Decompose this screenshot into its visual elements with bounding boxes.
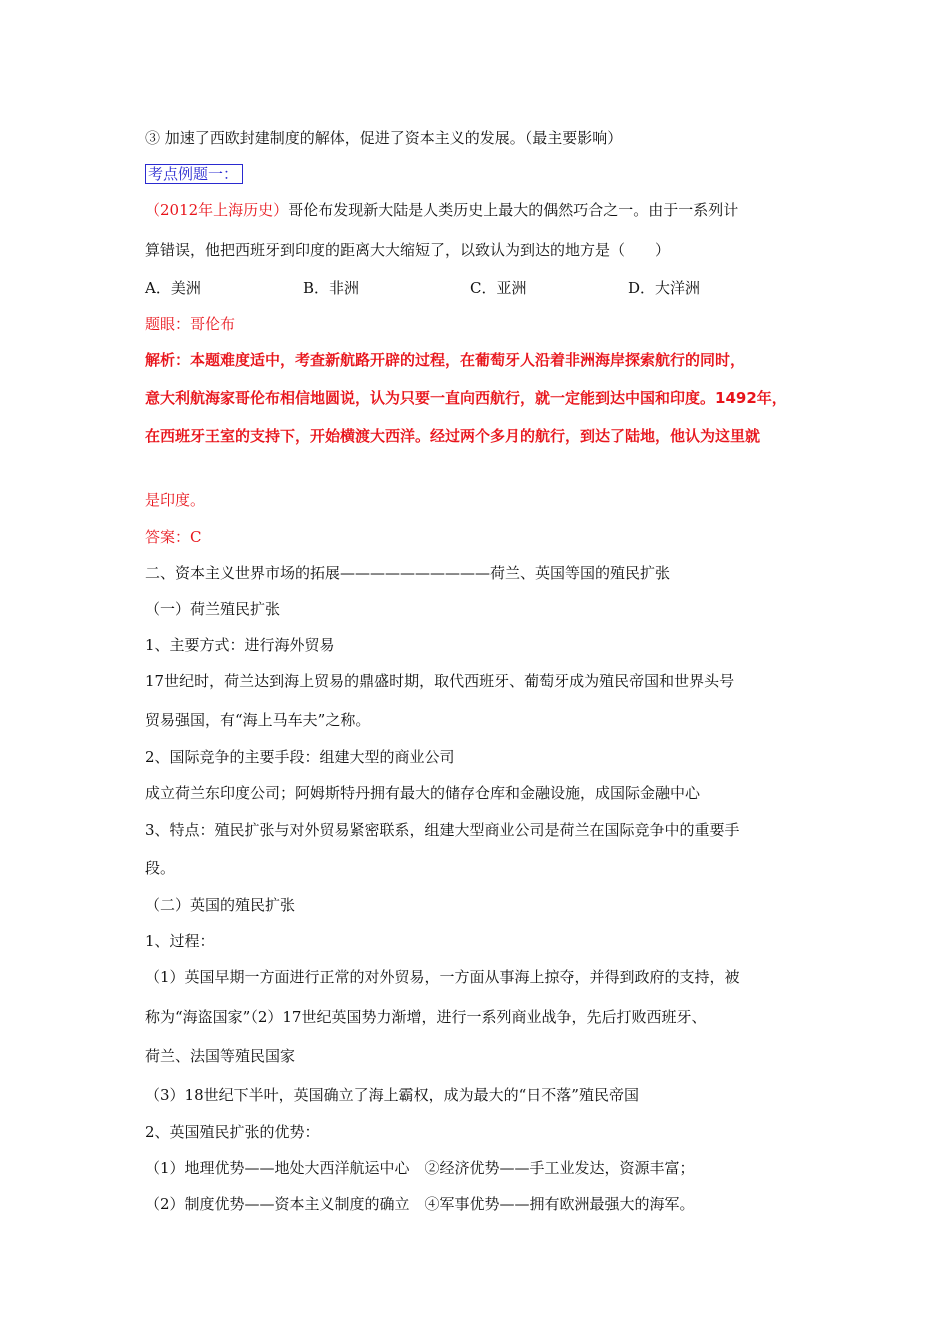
analysis-line: 在西班牙王室的支持下，开始横渡大西洋。经过两个多月的航行，到达了陆地，他认为这里就 xyxy=(145,427,761,445)
text-line: 1、主要方式：进行海外贸易 xyxy=(145,636,335,654)
example-heading xyxy=(145,164,243,184)
key-point: 题眼：哥伦布 xyxy=(145,315,236,333)
option-d: D．大洋洲 xyxy=(628,279,701,297)
answer-line: 答案：C xyxy=(145,528,202,546)
text-line: 2、国际竞争的主要手段：组建大型的商业公司 xyxy=(145,748,455,766)
text-line: 贸易强国，有“海上马车夫”之称。 xyxy=(145,711,371,729)
text-line: 17世纪时，荷兰达到海上贸易的鼎盛时期，取代西班牙、葡萄牙成为殖民帝国和世界头号 xyxy=(145,672,735,690)
text-line: （2）制度优势——资本主义制度的确立 ④军事优势——拥有欧洲最强大的海军。 xyxy=(145,1195,695,1213)
text-line: （3）18世纪下半叶，英国确立了海上霸权，成为最大的“日不落”殖民帝国 xyxy=(145,1086,639,1104)
text-line: 3、特点：殖民扩张与对外贸易紧密联系，组建大型商业公司是荷兰在国际竞争中的重要手 xyxy=(145,821,740,839)
text-line: 称为“海盗国家”（2）17世纪英国势力渐增，进行一系列商业战争，先后打败西班牙、 xyxy=(145,1008,707,1026)
text-line: 成立荷兰东印度公司；阿姆斯特丹拥有最大的储存仓库和金融设施，成国际金融中心 xyxy=(145,784,701,802)
subsection-heading: （二）英国的殖民扩张 xyxy=(145,896,296,914)
text-line: （1）地理优势——地处大西洋航运中心 ②经济优势——手工业发达，资源丰富； xyxy=(145,1159,695,1177)
subsection-heading: （一）荷兰殖民扩张 xyxy=(145,600,281,618)
text-line: 荷兰、法国等殖民国家 xyxy=(145,1047,296,1065)
question-source: （2012年上海历史） xyxy=(145,201,289,219)
example-tag: 考点例题一： xyxy=(145,164,243,184)
text-line: （1）英国早期一方面进行正常的对外贸易，一方面从事海上掠夺，并得到政府的支持，被 xyxy=(145,968,740,986)
analysis-line: 意大利航海家哥伦布相信地圆说，认为只要一直向西航行，就一定能到达中国和印度。1492年， xyxy=(145,389,787,407)
question-text: 哥伦布发现新大陆是人类历史上最大的偶然巧合之一。由于一系列计 xyxy=(288,201,739,219)
text-line: ③ 加速了西欧封建制度的解体，促进了资本主义的发展。（最主要影响） xyxy=(145,129,623,147)
text-line: 2、英国殖民扩张的优势： xyxy=(145,1123,320,1141)
analysis-line: 解析：本题难度适中，考查新航路开辟的过程，在葡萄牙人沿着非洲海岸探索航行的同时， xyxy=(145,351,746,369)
section-heading: 二、资本主义世界市场的拓展——————————荷兰、英国等国的殖民扩张 xyxy=(145,564,671,582)
question-line xyxy=(145,200,738,220)
text-line: 1、过程： xyxy=(145,932,215,950)
question-line: 算错误，他把西班牙到印度的距离大大缩短了，以致认为到达的地方是（ ） xyxy=(145,241,671,259)
option-c: C．亚洲 xyxy=(470,279,527,297)
text-line: 段。 xyxy=(145,859,176,877)
option-b: B．非洲 xyxy=(303,279,360,297)
option-a: A．美洲 xyxy=(145,279,201,297)
analysis-line: 是印度。 xyxy=(145,491,206,509)
